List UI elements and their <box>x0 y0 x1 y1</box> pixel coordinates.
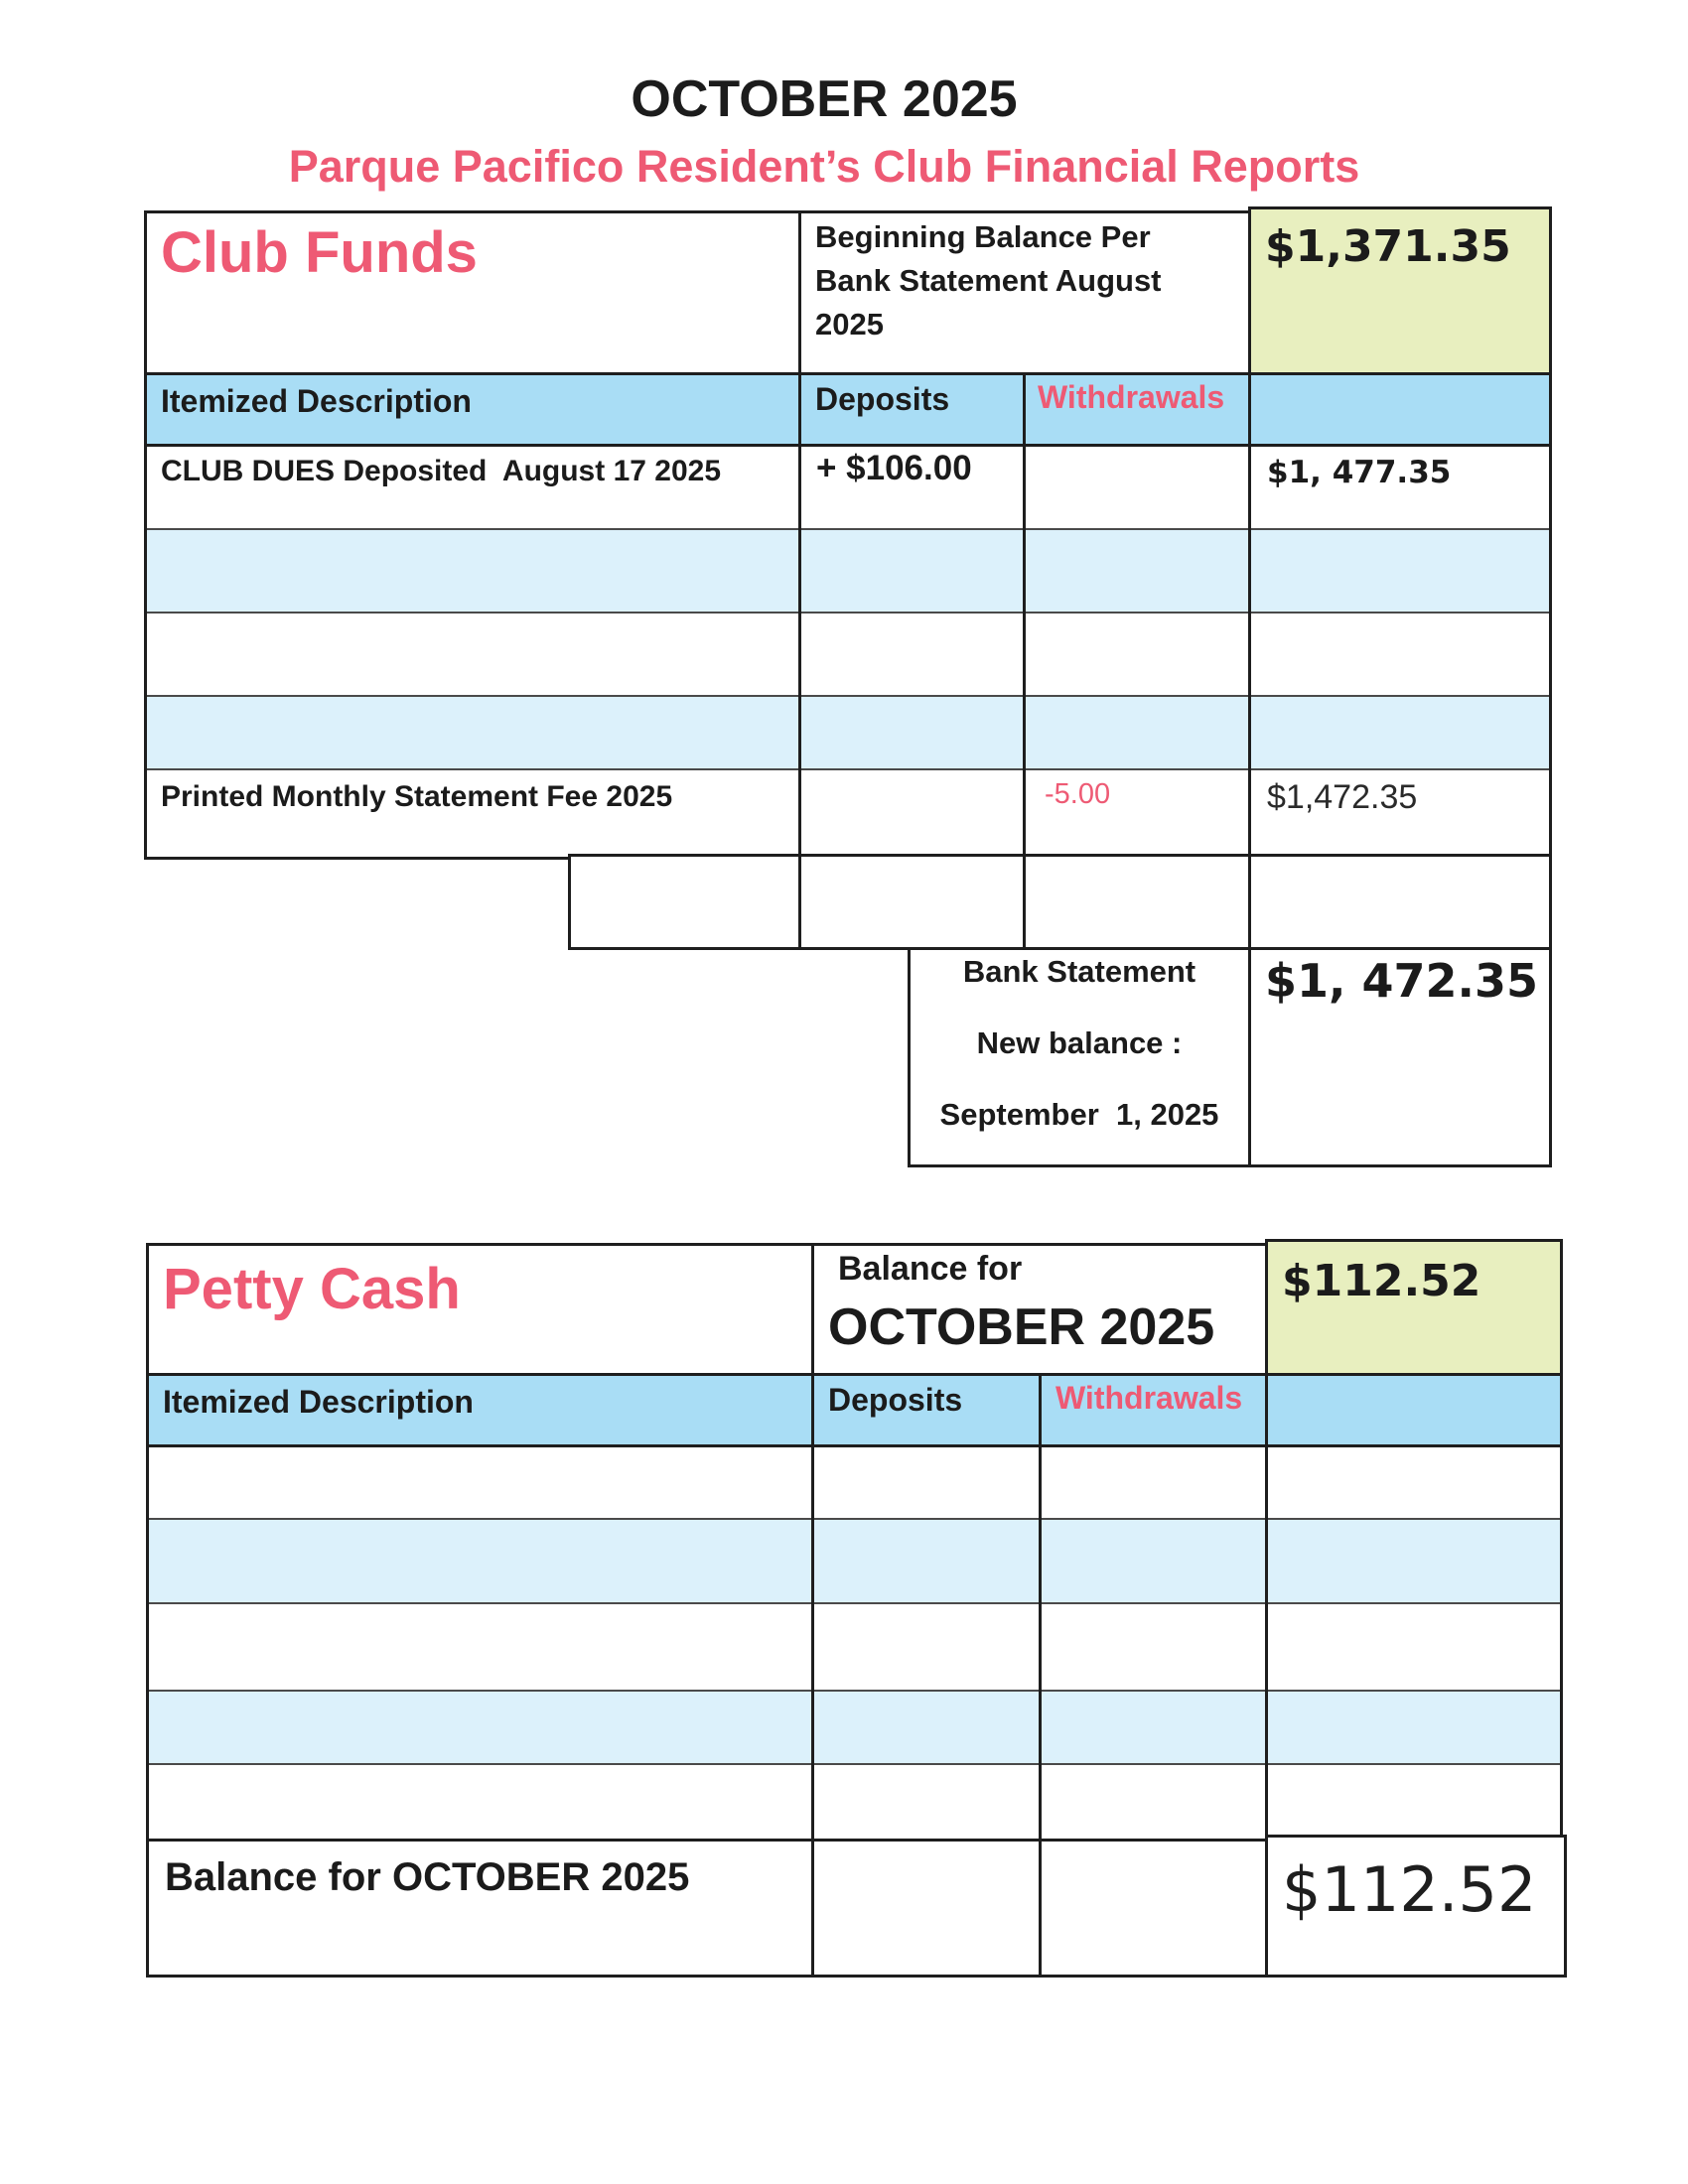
club-funds-extra-row-desc <box>568 854 801 950</box>
report-month-title: OCTOBER 2025 <box>631 70 1018 128</box>
club-funds-row-line <box>147 528 1549 530</box>
petty-cash-col-balance <box>1265 1373 1563 1447</box>
new-balance-label-line3: September 1, 2025 <box>939 1097 1219 1132</box>
petty-cash-footer-amount-cell <box>1265 1835 1567 1978</box>
club-funds-title-cell <box>144 210 801 375</box>
club-funds-border-col1 <box>798 444 801 860</box>
club-funds-border-left <box>144 444 147 860</box>
beginning-balance-label-cell <box>798 210 1251 375</box>
petty-cash-footer-amount: $112.52 <box>1282 1853 1537 1926</box>
petty-cash-border-col1 <box>811 1444 814 1842</box>
petty-cash-border-col3 <box>1265 1444 1268 1842</box>
petty-cash-row-line <box>149 1602 1560 1604</box>
petty-cash-footer-withdrawal <box>1039 1839 1268 1978</box>
petty-cash-row-line <box>149 1690 1560 1692</box>
new-balance-amount: $1, 472.35 <box>1265 954 1539 1008</box>
petty-cash-footer-label-cell <box>146 1839 814 1978</box>
club-funds-row1-balance: $1, 477.35 <box>1267 455 1452 490</box>
club-funds-row5-description: Printed Monthly Statement Fee 2025 <box>161 780 673 813</box>
petty-cash-balance-amount: $112.52 <box>1282 1256 1481 1306</box>
petty-cash-row-bg-4 <box>149 1690 1560 1763</box>
club-funds-row-line <box>147 612 1549 614</box>
new-balance-label-line2: New balance : <box>976 1025 1183 1060</box>
petty-cash-border-col2 <box>1039 1444 1042 1842</box>
beginning-balance-amount: $1,371.35 <box>1265 221 1511 272</box>
club-funds-title: Club Funds <box>161 220 478 285</box>
petty-cash-balance-amount-cell <box>1265 1239 1563 1376</box>
club-funds-row-line <box>147 695 1549 697</box>
club-funds-col-description-label: Itemized Description <box>161 383 472 419</box>
club-funds-row5-balance: $1,472.35 <box>1267 778 1418 816</box>
petty-cash-balance-for-month: OCTOBER 2025 <box>828 1298 1215 1356</box>
petty-cash-col-description-label: Itemized Description <box>163 1384 474 1420</box>
club-funds-col-withdrawals-label: Withdrawals <box>1038 379 1225 415</box>
club-funds-col-balance <box>1248 372 1552 447</box>
club-funds-col-deposits <box>798 372 1026 447</box>
petty-cash-balance-for-label: Balance for <box>838 1250 1023 1288</box>
report-title: Parque Pacifico Resident’s Club Financial Reports <box>288 141 1360 192</box>
club-funds-border-col3 <box>1248 444 1251 860</box>
club-funds-border-col2 <box>1023 444 1026 860</box>
club-funds-row-bg-4 <box>147 695 1549 768</box>
new-balance-label-cell <box>908 947 1251 1167</box>
petty-cash-col-withdrawals-label: Withdrawals <box>1055 1380 1243 1416</box>
petty-cash-col-description <box>146 1373 814 1447</box>
beginning-balance-label-line3: 2025 <box>815 307 884 341</box>
petty-cash-row-line <box>149 1763 1560 1765</box>
club-funds-row1-description: CLUB DUES Deposited August 17 2025 <box>161 455 722 487</box>
club-funds-row-line <box>147 768 1549 770</box>
beginning-balance-label-line2: Bank Statement August <box>815 263 1162 298</box>
petty-cash-row-bg-2 <box>149 1519 1560 1602</box>
petty-cash-col-withdrawals <box>1039 1373 1268 1447</box>
petty-cash-title: Petty Cash <box>163 1257 461 1321</box>
club-funds-col-deposits-label: Deposits <box>815 381 950 417</box>
club-funds-col-description <box>144 372 801 447</box>
club-funds-row-bg-2 <box>147 528 1549 612</box>
beginning-balance-amount-cell <box>1248 206 1552 375</box>
petty-cash-col-deposits-label: Deposits <box>828 1382 963 1418</box>
new-balance-amount-cell <box>1248 947 1552 1167</box>
beginning-balance-label-line1: Beginning Balance Per <box>815 219 1151 254</box>
club-funds-extra-row-balance <box>1248 854 1552 950</box>
club-funds-row5-withdrawal: -5.00 <box>1045 778 1111 810</box>
petty-cash-footer-label: Balance for OCTOBER 2025 <box>165 1855 690 1899</box>
new-balance-label-line1: Bank Statement <box>962 954 1196 989</box>
petty-cash-border-left <box>146 1444 149 1842</box>
petty-cash-title-cell <box>146 1243 814 1376</box>
petty-cash-col-deposits <box>811 1373 1042 1447</box>
club-funds-col-withdrawals <box>1023 372 1251 447</box>
club-funds-extra-row-deposit <box>798 854 1026 950</box>
petty-cash-border-right <box>1560 1444 1563 1842</box>
club-funds-row1-deposit: + $106.00 <box>816 449 972 487</box>
petty-cash-row-line <box>149 1518 1560 1520</box>
petty-cash-balance-label-cell <box>811 1243 1268 1376</box>
petty-cash-footer-deposit <box>811 1839 1042 1978</box>
club-funds-border-right <box>1549 444 1552 860</box>
club-funds-extra-row-withdrawal <box>1023 854 1251 950</box>
